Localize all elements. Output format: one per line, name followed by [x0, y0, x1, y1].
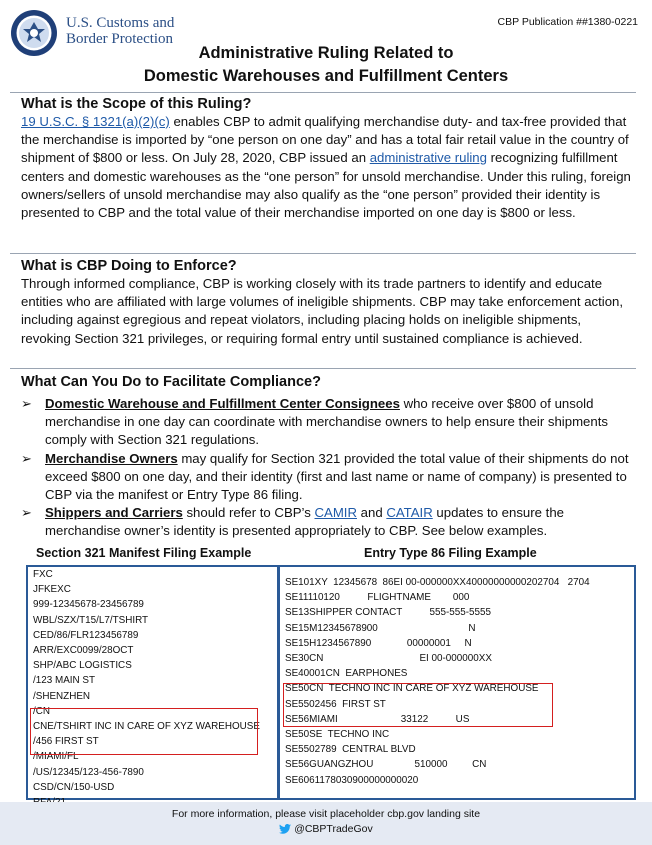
- entry-line: SE40001CN EARPHONES: [285, 668, 408, 680]
- scope-paragraph: [21, 113, 633, 222]
- entry-line: SE5502789 CENTRAL BLVD: [285, 744, 416, 756]
- bullet-shippers-lead: Shippers and Carriers: [45, 505, 183, 521]
- bullet-shippers-carriers: [21, 504, 633, 540]
- administrative-ruling-link[interactable]: administrative ruling: [369, 150, 487, 166]
- page-title-line-1: Administrative Ruling Related to: [198, 44, 454, 62]
- scope-text-1: enables CBP to admit qualifying merchandise duty- and tax-free provided that the merchandise is imported by “one person on one day” and has a total fair retail value in the country of shipment of $800 or less. On July 28, 2020, CBP issued an: [21, 114, 629, 166]
- page-title-line-2: Domestic Warehouses and Fulfillment Centers: [143, 67, 509, 85]
- entry-line: SE50CN TECHNO INC IN CARE OF XYZ WAREHOUSE: [285, 683, 539, 695]
- manifest-line: CED/86/FLR123456789: [33, 629, 139, 641]
- bullet-consignees: [21, 395, 633, 450]
- agency-line-1: U.S. Customs and: [66, 15, 175, 31]
- twitter-bird-icon: [279, 824, 291, 834]
- entry-line: SE56MIAMI 33122 US: [285, 713, 470, 725]
- entry-line: SE101XY 12345678 86EI 00-000000XX40000000000202704 2704: [285, 577, 590, 588]
- manifest-example-box: [26, 565, 279, 800]
- entry-line: SE11110120 FLIGHTNAME 000: [285, 592, 470, 604]
- entry-line: SE15H1234567890 00000001 N: [285, 637, 472, 649]
- entry-example-box: [278, 565, 636, 800]
- manifest-line: CNE/TSHIRT INC IN CARE OF XYZ WAREHOUSE: [33, 721, 260, 733]
- footer: [0, 802, 652, 845]
- entry-consignee-highlight: [283, 683, 553, 727]
- twitter-handle: @CBPTradeGov: [294, 823, 373, 835]
- entry-line: SE15M12345678900 N: [285, 622, 476, 634]
- manifest-line: 999-12345678-23456789: [33, 599, 144, 611]
- scope-heading: What is the Scope of this Ruling?: [21, 96, 252, 112]
- manifest-line: /CN: [33, 705, 51, 717]
- manifest-example-label: Section 321 Manifest Filing Example: [36, 546, 252, 560]
- entry-line: SE56GUANGZHOU 510000 CN: [285, 759, 487, 771]
- entry-example-label: Entry Type 86 Filing Example: [364, 546, 537, 560]
- manifest-lines: [33, 567, 260, 810]
- manifest-line: FXC: [33, 569, 53, 580]
- agency-line-2: Border Protection: [66, 31, 174, 47]
- entry-line: SE6061178030900000000020: [285, 774, 419, 786]
- facilitate-heading: What Can You Do to Facilitate Compliance?: [21, 374, 321, 390]
- manifest-line: JFKEXC: [33, 584, 71, 596]
- footer-more-info: For more information, please visit placeholder cbp.gov landing site: [171, 808, 481, 820]
- entry-line: SE13SHIPPER CONTACT 555-555-5555: [285, 607, 491, 619]
- arrow-bullet-icon: ➢: [21, 505, 33, 521]
- bullet-consignees-lead: Domestic Warehouse and Fulfillment Center Consignees: [45, 396, 400, 411]
- bullet-shippers-and: and: [357, 505, 387, 521]
- manifest-line: WBL/SZX/T15/L7/TSHIRT: [33, 614, 149, 626]
- entry-lines: [285, 575, 590, 788]
- bullet-shippers-text-2: updates to ensure the merchandise owner’s identity is presented appropriately to CBP. See below examples.: [45, 505, 564, 539]
- bullet-shippers-text-1: should refer to CBP’s: [182, 505, 315, 521]
- camir-link[interactable]: CAMIR: [314, 505, 357, 521]
- page-title: [0, 42, 652, 88]
- manifest-line: /SHENZHEN: [33, 690, 91, 702]
- compliance-bullets: [21, 395, 633, 541]
- catair-link[interactable]: CATAIR: [386, 505, 433, 521]
- manifest-line: ARR/EXC0099/28OCT: [33, 645, 134, 657]
- entry-line: SE50SE TECHNO INC: [285, 729, 390, 741]
- header: [0, 0, 652, 92]
- scope-section: [21, 95, 633, 222]
- footer-twitter[interactable]: [0, 822, 652, 837]
- manifest-line: SHP/ABC LOGISTICS: [33, 660, 132, 672]
- bullet-owners-lead: Merchandise Owners: [45, 450, 178, 466]
- manifest-line: /MIAMI/FL: [33, 751, 79, 763]
- statute-link[interactable]: 19 U.S.C. § 1321(a)(2)(c): [21, 114, 170, 129]
- enforce-paragraph: Through informed compliance, CBP is working closely with its trade partners to identify and educate entities who are affiliated with large volumes of ineligible shipments. CBP may take enforcement action, including against egregious and repeat violators, including placing holds on ineligible shipments, revoking Section 321 privileges, or requiring formal entry until sustained compliance is achieved.: [21, 276, 624, 346]
- entry-line: SE5502456 FIRST ST: [285, 698, 386, 710]
- manifest-line: CSD/CN/150-USD: [33, 781, 115, 793]
- manifest-line: /123 MAIN ST: [33, 675, 96, 687]
- facilitate-section: [21, 373, 633, 391]
- publication-number: CBP Publication ##1380-0221: [497, 16, 638, 28]
- scope-text-2: recognizing fulfillment centers and domestic warehouses as the “one person” for unsold merchandise. Under this ruling, foreign owners/sellers of unsold merchandise may also qualify as the “one person” provided their identity is presented to CBP and the total value of their merchandise imported on one day is $800 or less.: [21, 150, 631, 221]
- manifest-consignee-highlight: [30, 708, 258, 755]
- bullet-owners-text: may qualify for Section 321 provided the total value of their shipments do not exceed $800 on one day, and their identity (first and last name or name of company) is presented to CBP via the manifest or Entry Type 86 filing.: [45, 450, 629, 503]
- arrow-bullet-icon: ➢: [21, 450, 33, 466]
- bullet-merchandise-owners: [21, 450, 633, 505]
- enforce-section: [21, 257, 633, 348]
- manifest-line: /456 FIRST ST: [33, 736, 99, 748]
- arrow-bullet-icon: ➢: [21, 396, 33, 411]
- manifest-line: /US/12345/123-456-7890: [33, 766, 144, 778]
- enforce-heading: What is CBP Doing to Enforce?: [21, 258, 237, 274]
- entry-line: SE30CN EI 00-000000XX: [285, 653, 492, 665]
- bullet-consignees-text: who receive over $800 of unsold merchandise in one day can coordinate with merchandise owners to help ensure their shipments comply with Section 321 regulations.: [45, 396, 608, 448]
